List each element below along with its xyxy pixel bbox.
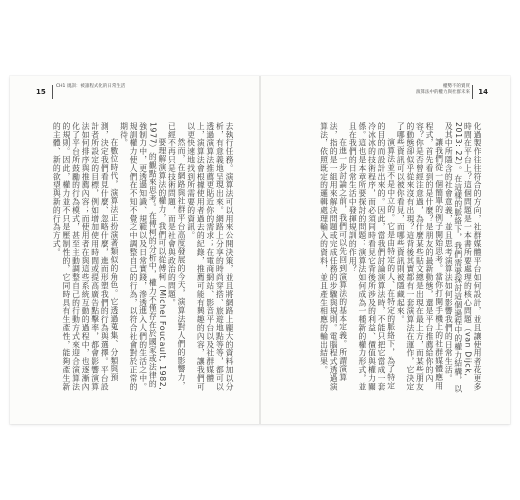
paragraph: 化過製作往往符合的方向，社群媒體平台如何設計，並且讓使用者花更多時間在平台上？這個問題是一本書所要處理的核心問題（van Dijck, 2013: 22）。在這樣的脈絡下，我們需要探討這個過程中的權力結構，以及其中所隱含的社會意義，並且思考演算法如何影響我們的日常生活。 [444, 122, 482, 393]
right-running-header [416, 84, 470, 96]
right-page-number: 14 [478, 88, 488, 96]
right-header-divider [472, 85, 473, 99]
left-page [10, 76, 260, 424]
right-header-line-2: 演算法中的權力與社群未來 [416, 90, 470, 95]
paragraph: 在數位時代，演算法正扮演著類似的角色。它透過蒐集、分類與預測，決定我們看見什麼、忽略什麼，進而形塑我們的行為與選擇。平台設計者所設定的目標，例如增加使用時間或提高廣告點擊率，都會影響演算法如何排序與推薦內容；而使用者在與這些系統互動的過程中，也逐漸內化了平台所鼓勵的行為模式，甚至主動調整自己的行動方式來迎合演算法的規則。因此，權力並不只是壓制性的，它同時具有生產性，能夠產生新的主體、新的欲望與新的行為方式。 [52, 122, 119, 391]
right-header-line-1: 權勢不的賣買 [443, 84, 470, 89]
paragraph: 演算法並不是中立的。它是由特定的人、在特定的脈絡下，為了特定的目的而設計出來的。因此，當我們討論演算法時，不能只把它當成一套冷冰冰的技術程序，而必須同時看見它背後所涉及的利益、價值與權力關係。這也是本章所要探討的問題：演算法如何成為一種新的權力形式，並且在我們的日常生活中發揮規訓的作用？ [348, 122, 396, 391]
left-running-header: CH1 規訓：被誰程式化的日常生活 [56, 84, 126, 89]
paragraph: 要理解演算法的權力，我們可以從傅柯（Michel Foucault, 1982, 1977）的觀點來思考。在傅柯的分析中，權力不僅存在於國家或法律的強制力中，更透過知識、規範以及日常實踐，滲透進入人們的生活之中。規訓權力使人們在不知不覺之中調整自己的行為，以符合社會對於正常的期待。 [119, 122, 167, 391]
paragraph: 去執行任務。演算法可以用來公開決策，並且將網路上龐大的資料加以分析，有意義地呈現出來。網路上分享的時尚穿搭、旅遊地點等等，都可以透過演算法推薦更貼近你的需求；在電商網站、影音平台以及社群媒體上，演算法會根據使用者過去的紀錄，推薦可能有興趣的內容，讓我們可以更快速地找到所需要的資訊。 [186, 122, 234, 391]
paragraph: 讓我們從一個簡單的例子開始思考。當你打開手機上的社群媒體應用程式，首先看到的是什麼？是朋友的最新動態，還是平台推薦給你的內容？你是否曾經注意過，為什麼某些貼文總是出現在最上方，而某些朋友的動態卻似乎從來沒有出現？這背後其實都有一套演算法在運作，它決定了哪些資訊可以被你看見，而哪些資訊則被隱藏起來。 [396, 122, 444, 391]
book-spread [10, 76, 510, 424]
left-header-divider [52, 85, 53, 99]
paragraph: 然而，在網路與社群平台高度發展的今天，演算法對人們的影響力，已經不再只是技術問題，而是社會與政治的問題。 [167, 122, 187, 390]
paragraph: 在進一步討論之前，我們可以先回到演算法的基本定義。所謂演算法，指的是一組用來解決問題或完成任務的步驟與規則。電腦程式透過演算法，依照既定的邏輯處理輸入的資料，並且產生相應的輸出結果。 [319, 122, 348, 391]
left-page-number: 15 [36, 88, 46, 96]
left-body-text [34, 122, 234, 396]
right-body-text [282, 122, 482, 396]
right-page [260, 76, 510, 424]
